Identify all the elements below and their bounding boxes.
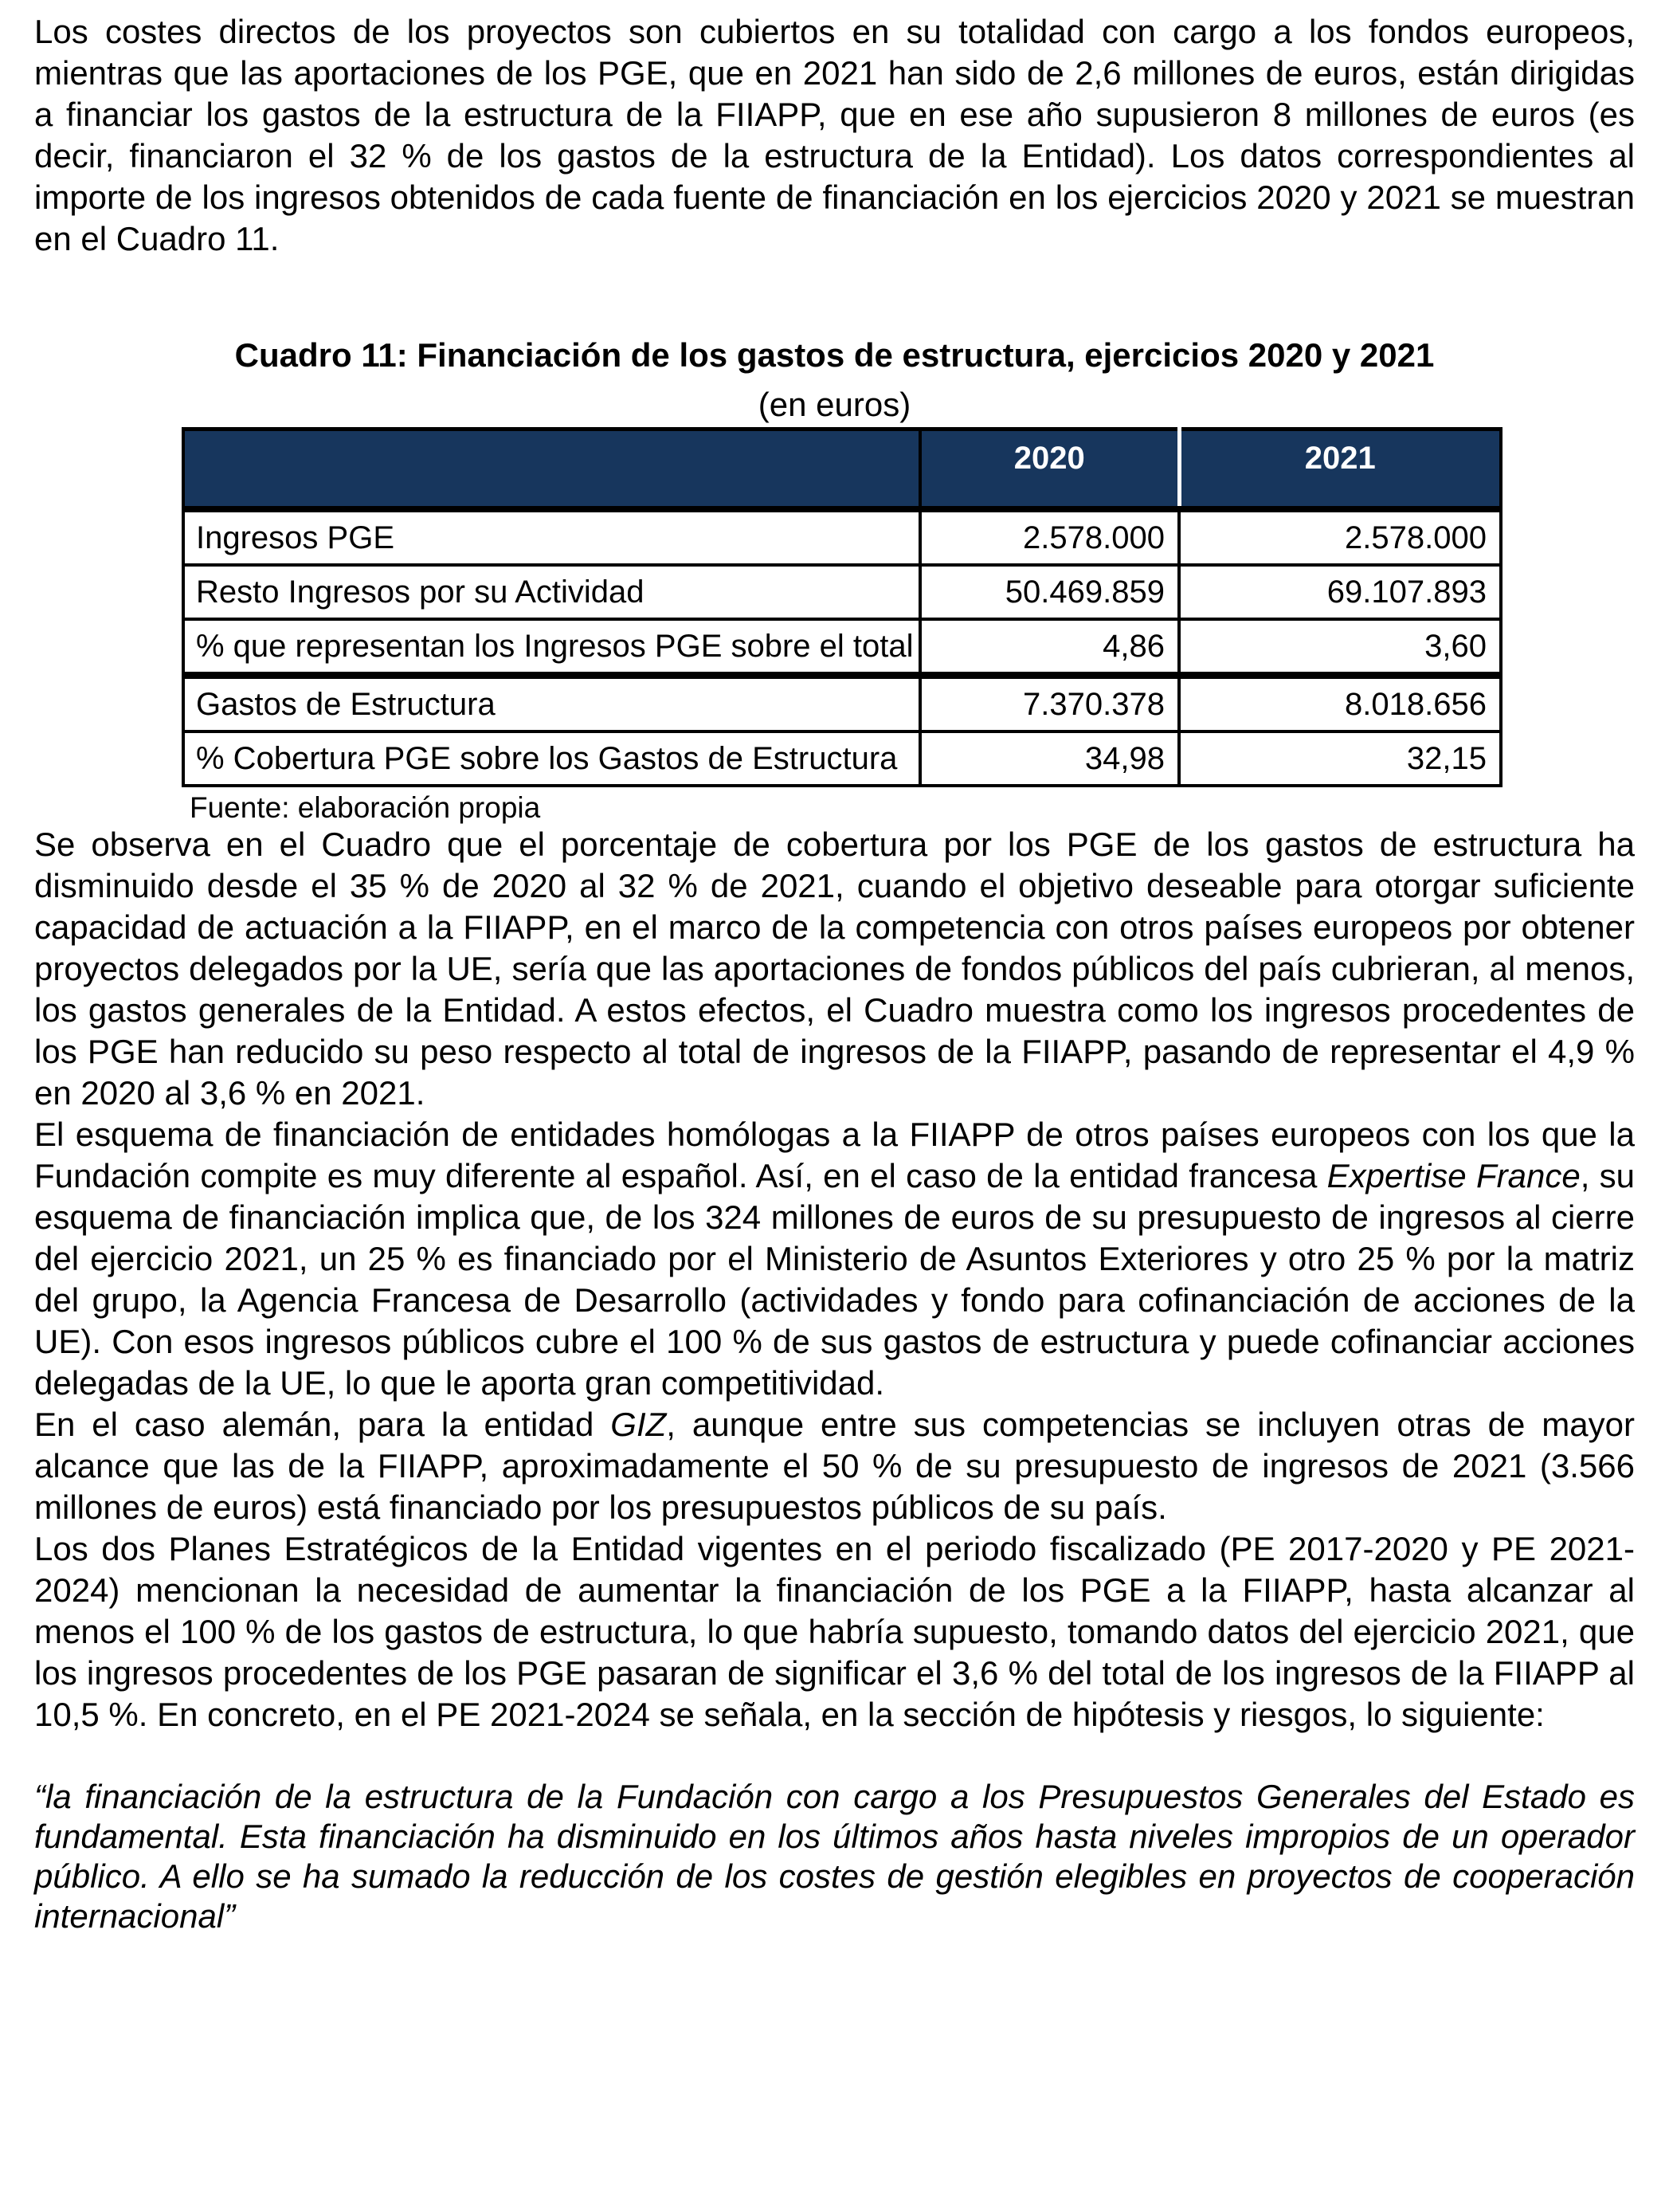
- row-label: % Cobertura PGE sobre los Gastos de Estructura: [183, 731, 920, 786]
- value-2021: 69.107.893: [1179, 565, 1501, 619]
- header-cell-empty: [183, 429, 920, 510]
- cuadro-11-table: [182, 427, 1502, 787]
- paragraph-giz: [34, 1404, 1635, 1528]
- table-row-pct-ingresos: [183, 619, 1501, 676]
- text-segment: , su esquema de financiación implica que, de los 324 millones de euros de su presupuesto de ingresos al cierre del ejercicio 2021, un 25 % es financiado por el Ministerio de Asuntos Exteriores y otro 25 % por la matriz del grupo, la Agencia Francesa de Desarrollo (actividades y fondo para cofinanciación de acciones de la UE). Con esos ingresos públicos cubre el 100 % de sus gastos de estructura y puede cofinanciar acciones delegadas de la UE, lo que le aporta gran competitividad.: [34, 1157, 1636, 1402]
- row-label: Resto Ingresos por su Actividad: [183, 565, 920, 619]
- paragraph-cobertura: Se observa en el Cuadro que el porcentaje de cobertura por los PGE de los gastos de estructura ha disminuido desde el 35 % de 2020 al 32 % de 2021, cuando el objetivo deseable para otorgar suficiente capacidad de actuación a la FIIAPP, en el marco de la competencia con otros países europeos por obtener proyectos delegados por la UE, sería que las aportaciones de fondos públicos del país cubrieran, al menos, los gastos generales de la Entidad. A estos efectos, el Cuadro muestra como los ingresos procedentes de los PGE han reducido su peso respecto al total de ingresos de la FIIAPP, pasando de representar el 4,9 % en 2020 al 3,6 % en 2021.: [34, 826, 1635, 1112]
- table-row-pct-cobertura: [183, 731, 1501, 786]
- table-body: [183, 509, 1501, 786]
- italic-expertise-france: Expertise France: [1326, 1157, 1581, 1194]
- value-2021: 3,60: [1179, 619, 1501, 676]
- table-header-row: [183, 429, 1501, 510]
- value-2021: 32,15: [1179, 731, 1501, 786]
- italic-giz: GIZ: [610, 1406, 667, 1443]
- value-2021: 2.578.000: [1179, 509, 1501, 565]
- value-2020: 7.370.378: [920, 676, 1179, 732]
- value-2020: 50.469.859: [920, 565, 1179, 619]
- text-segment: En el caso alemán, para la entidad: [34, 1406, 611, 1443]
- table-title: Cuadro 11: Financiación de los gastos de estructura, ejercicios 2020 y 2021: [234, 336, 1435, 374]
- row-label: Ingresos PGE: [183, 509, 920, 565]
- value-2020: 4,86: [920, 619, 1179, 676]
- table-subtitle: (en euros): [758, 386, 911, 423]
- value-2021: 8.018.656: [1179, 676, 1501, 732]
- table-row-ingresos-pge: [183, 509, 1501, 565]
- quote-pe-2021-2024: “la financiación de la estructura de la Fundación con cargo a los Presupuestos Generales del Estado es fundamental. Esta financiación ha disminuido en los últimos años hasta niveles impropios de un operador público. A ello se ha sumado la reducción de los costes de gestión elegibles en proyectos de cooperación internacional”: [34, 1778, 1635, 1935]
- row-label: Gastos de Estructura: [183, 676, 920, 732]
- value-2020: 2.578.000: [920, 509, 1179, 565]
- paragraph-expertise-france: [34, 1114, 1635, 1404]
- table-row-gastos-estructura: [183, 676, 1501, 732]
- row-label: % que representan los Ingresos PGE sobre el total: [183, 619, 920, 676]
- paragraph-planes-estrategicos: Los dos Planes Estratégicos de la Entidad vigentes en el periodo fiscalizado (PE 2017-2020 y PE 2021-2024) mencionan la necesidad de aumentar la financiación de los PGE a la FIIAPP, hasta alcanzar al menos el 100 % de los gastos de estructura, lo que habría supuesto, tomando datos del ejercicio 2021, que los ingresos procedentes de los PGE pasaran de significar el 3,6 % del total de los ingresos de la FIIAPP al 10,5 %. En concreto, en el PE 2021-2024 se señala, en la sección de hipótesis y riesgos, lo siguiente:: [34, 1530, 1635, 1733]
- text-segment: , aunque entre sus competencias se incluyen otras de mayor alcance que las de la FIIAPP, aproximadamente el 50 % de su presupuesto de ingresos de 2021 (3.566 millones de euros) está financiado por los presupuestos públicos de su país.: [34, 1406, 1635, 1526]
- table-header: [183, 429, 1501, 510]
- text-segment: El esquema de financiación de entidades homólogas a la FIIAPP de otros países europeos con los que la Fundación compite es muy diferente al español. Así, en el caso de la entidad francesa: [34, 1116, 1635, 1194]
- value-2020: 34,98: [920, 731, 1179, 786]
- header-cell-2021: 2021: [1179, 429, 1501, 510]
- paragraph-intro: Los costes directos de los proyectos son cubiertos en su totalidad con cargo a los fondos europeos, mientras que las aportaciones de los PGE, que en 2021 han sido de 2,6 millones de euros, están dirigidas a financiar los gastos de la estructura de la FIIAPP, que en ese año supusieron 8 millones de euros (es decir, financiaron el 32 % de los gastos de la estructura de la Entidad). Los datos correspondientes al importe de los ingresos obtenidos de cada fuente de financiación en los ejercicios 2020 y 2021 se muestran en el Cuadro 11.: [34, 13, 1635, 257]
- header-cell-2020: 2020: [920, 429, 1179, 510]
- table-source-note: Fuente: elaboración propia: [190, 791, 541, 824]
- table-row-resto-ingresos: [183, 565, 1501, 619]
